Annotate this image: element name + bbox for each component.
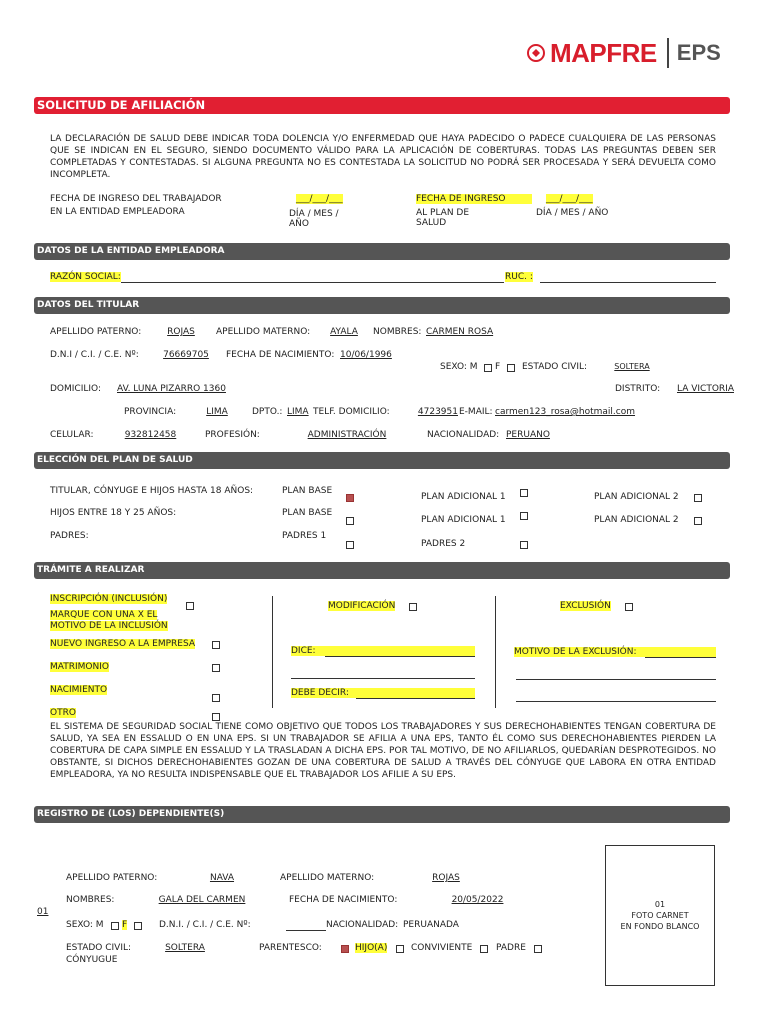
worker-date-format: DÍA / MES / AÑO (289, 209, 339, 229)
inscripcion-label: INSCRIPCIÓN (INCLUSIÓN) (50, 594, 168, 604)
plan-section-header: ELECCIÓN DEL PLAN DE SALUD (34, 452, 730, 469)
holder-provincia-value[interactable]: LIMA (206, 407, 228, 417)
holder-telf-label: TELF. DOMICILIO: (313, 407, 390, 417)
ruc-label: RUC. : (505, 272, 533, 282)
social-security-notice: EL SISTEMA DE SEGURIDAD SOCIAL TIENE COMO OBJETIVO QUE TODOS LOS TRABAJADORES Y SUS DERECHOHABIENTES TENGAN COBERTURA DE SALUD, YA SEA EN ESSALUD O EN UNA EPS. SI UN TRABAJADOR SE AFILIA A UNA EPS, TANTO ÉL COMO SUS DERECHOHABIENTES PIERDEN LA COBERTURA DE CAPA SIMPLE EN ESSALUD Y LA TRASLADAN A DICHA EPS. POR TAL MOTIVO, DE NO AFILIARLOS, QUEDARÍAN DESPROTEGIDOS. NO OBSTANTE, SI DICHOS DERECHOHABIENTES GOZAN DE UNA COBERTURA DE SALUD A TRAVÉS DEL CÓNYUGE QUE LABORA EN OTRA ENTIDAD EMPLEADORA, YA NO RESULTA INDISPENSABLE QUE EL TRABAJADOR LOS AFILIE A SU EPS. (50, 722, 716, 780)
razon-social-label: RAZÓN SOCIAL: (50, 272, 121, 282)
worker-date-label-2: EN LA ENTIDAD EMPLEADORA (50, 207, 185, 217)
employer-section-header: DATOS DE LA ENTIDAD EMPLEADORA (34, 243, 730, 260)
dep-ap-materno-value[interactable]: ROJAS (432, 873, 460, 883)
dependent-index: 01 (37, 907, 49, 917)
plan-row1-ad2-checkbox[interactable] (694, 494, 702, 502)
holder-domicilio-label: DOMICILIO: (50, 384, 101, 394)
dep-conviviente-checkbox[interactable] (480, 945, 488, 953)
plan-date-field[interactable]: ___/___/___ (546, 194, 593, 204)
holder-provincia-label: PROVINCIA: (124, 407, 177, 417)
holder-ap-paterno-value[interactable]: ROJAS (167, 327, 195, 337)
photo-box[interactable] (605, 845, 715, 986)
plan-row1-ad2-label: PLAN ADICIONAL 2 (594, 492, 679, 502)
dep-dni-label: D.N.I. / C.I. / C.E. Nº: (159, 920, 251, 930)
worker-date-field[interactable]: ___/___/___ (296, 194, 343, 204)
dep-nacionalidad-label: NACIONALIDAD: (326, 920, 399, 930)
plan-row1-ad1-label: PLAN ADICIONAL 1 (421, 492, 506, 502)
holder-estado-label: ESTADO CIVIL: (522, 362, 588, 372)
holder-section-header: DATOS DEL TITULAR (34, 297, 730, 314)
holder-sexo-f-checkbox[interactable] (507, 364, 515, 372)
modificacion-checkbox[interactable] (409, 603, 417, 611)
dep-sexo-m-checkbox[interactable] (111, 922, 119, 930)
dep-ap-paterno-value[interactable]: NAVA (209, 873, 235, 883)
plan-date-format: DÍA / MES / AÑO (536, 208, 609, 218)
holder-dni-value[interactable]: 76669705 (163, 350, 209, 360)
plan-row3-padres2-label: PADRES 2 (421, 539, 466, 549)
plan-row2-ad1-checkbox[interactable] (520, 512, 528, 520)
motivo-exclusion-label: MOTIVO DE LA EXCLUSIÓN: (514, 647, 716, 657)
dep-estado-value[interactable]: SOLTERA (165, 943, 205, 953)
plan-row1-base-checkbox[interactable] (346, 494, 354, 502)
holder-telf-value[interactable]: 4723951 (417, 407, 458, 417)
nacimiento-label: NACIMIENTO (50, 685, 108, 695)
debe-decir-label: DEBE DECIR: (291, 688, 475, 698)
mapfre-eps-logo (526, 36, 721, 70)
holder-celular-value[interactable]: 932812458 (124, 430, 177, 440)
worker-date-label-1: FECHA DE INGRESO DEL TRABAJADOR (50, 194, 222, 204)
plan-date-label-2: AL PLAN DE SALUD (416, 208, 470, 228)
holder-domicilio-value[interactable]: AV. LUNA PIZARRO 1360 (117, 384, 226, 394)
dependents-section-header: REGISTRO DE (LOS) DEPENDIENTE(S) (34, 806, 730, 823)
dice-label: DICE: (291, 646, 475, 656)
dep-parentesco-label: PARENTESCO: (259, 943, 322, 953)
plan-row2-label: HIJOS ENTRE 18 Y 25 AÑOS: (50, 508, 177, 518)
form-title: SOLICITUD DE AFILIACIÓN (34, 97, 730, 114)
matrimonio-checkbox[interactable] (212, 664, 220, 672)
plan-row1-label: TITULAR, CÓNYUGE E HIJOS HASTA 18 AÑOS: (50, 486, 254, 496)
motivo-exclusion-line-3[interactable] (516, 701, 716, 702)
modificacion-label: MODIFICACIÓN (328, 601, 396, 611)
plan-row3-label: PADRES: (50, 531, 89, 541)
holder-nacionalidad-label: NACIONALIDAD: (427, 430, 500, 440)
dep-nombres-value[interactable]: GALA DEL CARMEN (158, 895, 246, 905)
dep-sexo-label: SEXO: M (66, 920, 104, 930)
dep-conyuge-label: CÓNYUGUE (66, 955, 118, 965)
photo-label-2: EN FONDO BLANCO (620, 922, 700, 931)
dep-padre-label: PADRE (496, 943, 526, 953)
debe-decir-field[interactable] (356, 698, 475, 699)
dice-field[interactable] (325, 656, 475, 657)
procedure-section-header: TRÁMITE A REALIZAR (34, 562, 730, 579)
ruc-field[interactable] (540, 282, 716, 283)
holder-distrito-value[interactable]: LA VICTORIA (677, 384, 734, 394)
dep-padre-checkbox[interactable] (534, 945, 542, 953)
holder-sexo-label: SEXO: M (440, 362, 478, 372)
dep-fnac-label: FECHA DE NACIMIENTO: (289, 895, 398, 905)
holder-fnac-value[interactable]: 10/06/1996 (340, 350, 392, 360)
dep-hijo-marker[interactable] (341, 945, 349, 953)
motivo-exclusion-line-2[interactable] (516, 679, 716, 680)
plan-row1-base-label: PLAN BASE (282, 486, 333, 496)
dep-hijo-checkbox[interactable] (396, 945, 404, 953)
product-name: EPS (676, 40, 721, 65)
holder-nombres-label: NOMBRES: (373, 327, 422, 337)
holder-nombres-value[interactable]: CARMEN ROSA (426, 327, 494, 337)
intro-paragraph: LA DECLARACIÓN DE SALUD DEBE INDICAR TODA DOLENCIA Y/O ENFERMEDAD QUE HAYA PADECIDO O PADECE CUALQUIERA DE LAS PERSONAS QUE SE INDICAN EN EL SEGURO, SIENDO DOCUMENTO VÁLIDO PARA LA APLICACIÓN DE COBERTURAS. TODAS LAS PREGUNTAS DEBEN SER COMPLETADAS Y CONTESTADAS. SI ALGUNA PREGUNTA NO ES CONTESTADA LA SOLICITUD NO PODRÁ SER PROCESADA Y SERÁ DEVUELTA COMO INCOMPLETA. (50, 134, 716, 180)
plan-row2-base-checkbox[interactable] (346, 517, 354, 525)
plan-row2-ad1-label: PLAN ADICIONAL 1 (421, 515, 506, 525)
otro-checkbox[interactable] (212, 713, 220, 721)
holder-email-value[interactable]: carmen123_rosa@hotmail.com (495, 407, 636, 417)
dep-nacionalidad-value[interactable]: PERUANADA (403, 920, 459, 930)
holder-profesion-value[interactable]: ADMINISTRACIÓN (307, 430, 387, 440)
matrimonio-label: MATRIMONIO (50, 662, 109, 672)
dep-dni-field[interactable] (286, 930, 326, 931)
plan-row2-ad2-label: PLAN ADICIONAL 2 (594, 515, 679, 525)
procedure-divider-2 (495, 596, 496, 708)
otro-label: OTRO (50, 708, 76, 718)
marque-line-1: MARQUE CON UNA X EL (50, 610, 158, 620)
plan-row3-padres1-label: PADRES 1 (282, 531, 327, 541)
holder-dpto-label: DPTO.: (252, 407, 283, 417)
dep-ap-materno-label: APELLIDO MATERNO: (280, 873, 375, 883)
holder-email-label: E-MAIL: (459, 407, 493, 417)
holder-fnac-label: FECHA DE NACIMIENTO: (226, 350, 335, 360)
holder-celular-label: CELULAR: (50, 430, 94, 440)
dep-conviviente-label: CONVIVIENTE (411, 943, 473, 953)
holder-dpto-value[interactable]: LIMA (287, 407, 309, 417)
motivo-exclusion-field[interactable] (645, 657, 716, 658)
dep-sexo-f-label: F (122, 920, 128, 930)
exclusion-checkbox[interactable] (625, 603, 633, 611)
holder-ap-materno-value[interactable]: AYALA (330, 327, 358, 337)
holder-profesion-label: PROFESIÓN: (205, 430, 260, 440)
dep-fnac-value[interactable]: 20/05/2022 (451, 895, 504, 905)
razon-social-field[interactable] (121, 282, 504, 283)
inscripcion-checkbox[interactable] (186, 602, 194, 610)
plan-row2-base-label: PLAN BASE (282, 508, 333, 518)
holder-nacionalidad-value[interactable]: PERUANO (506, 430, 550, 440)
plan-date-label: FECHA DE INGRESO (416, 194, 532, 204)
plan-row2-ad2-checkbox[interactable] (694, 517, 702, 525)
holder-ap-paterno-label: APELLIDO PATERNO: (50, 327, 142, 337)
brand-name: MAPFRE (550, 37, 657, 68)
photo-label-1: FOTO CARNET (631, 911, 689, 920)
nuevo-ingreso-checkbox[interactable] (212, 641, 220, 649)
logo-divider (667, 38, 669, 68)
dice-field-line-2[interactable] (291, 678, 475, 679)
plan-row3-padres2-checkbox[interactable] (520, 541, 528, 549)
plan-row1-ad1-checkbox[interactable] (520, 489, 528, 497)
marque-line-2: MOTIVO DE LA INCLUSIÓN (50, 621, 168, 631)
dep-estado-label: ESTADO CIVIL: (66, 943, 132, 953)
dep-nombres-label: NOMBRES: (66, 895, 115, 905)
nacimiento-checkbox[interactable] (212, 694, 220, 702)
photo-index: 01 (654, 900, 666, 909)
nuevo-ingreso-label: NUEVO INGRESO A LA EMPRESA (50, 639, 196, 649)
procedure-divider-1 (272, 596, 273, 708)
dep-sexo-f-checkbox[interactable] (134, 922, 142, 930)
exclusion-label: EXCLUSIÓN (560, 601, 611, 611)
holder-estado-value[interactable]: SOLTERA (614, 362, 650, 371)
holder-sexo-f-label: F (495, 362, 501, 372)
mapfre-logo-icon (526, 43, 546, 63)
plan-row3-padres1-checkbox[interactable] (346, 541, 354, 549)
holder-ap-materno-label: APELLIDO MATERNO: (216, 327, 311, 337)
holder-dni-label: D.N.I / C.I. / C.E. Nº: (50, 350, 139, 360)
holder-distrito-label: DISTRITO: (615, 384, 661, 394)
dep-ap-paterno-label: APELLIDO PATERNO: (66, 873, 158, 883)
dep-hijo-label: HIJO(A) (355, 943, 388, 953)
holder-sexo-m-checkbox[interactable] (484, 364, 492, 372)
